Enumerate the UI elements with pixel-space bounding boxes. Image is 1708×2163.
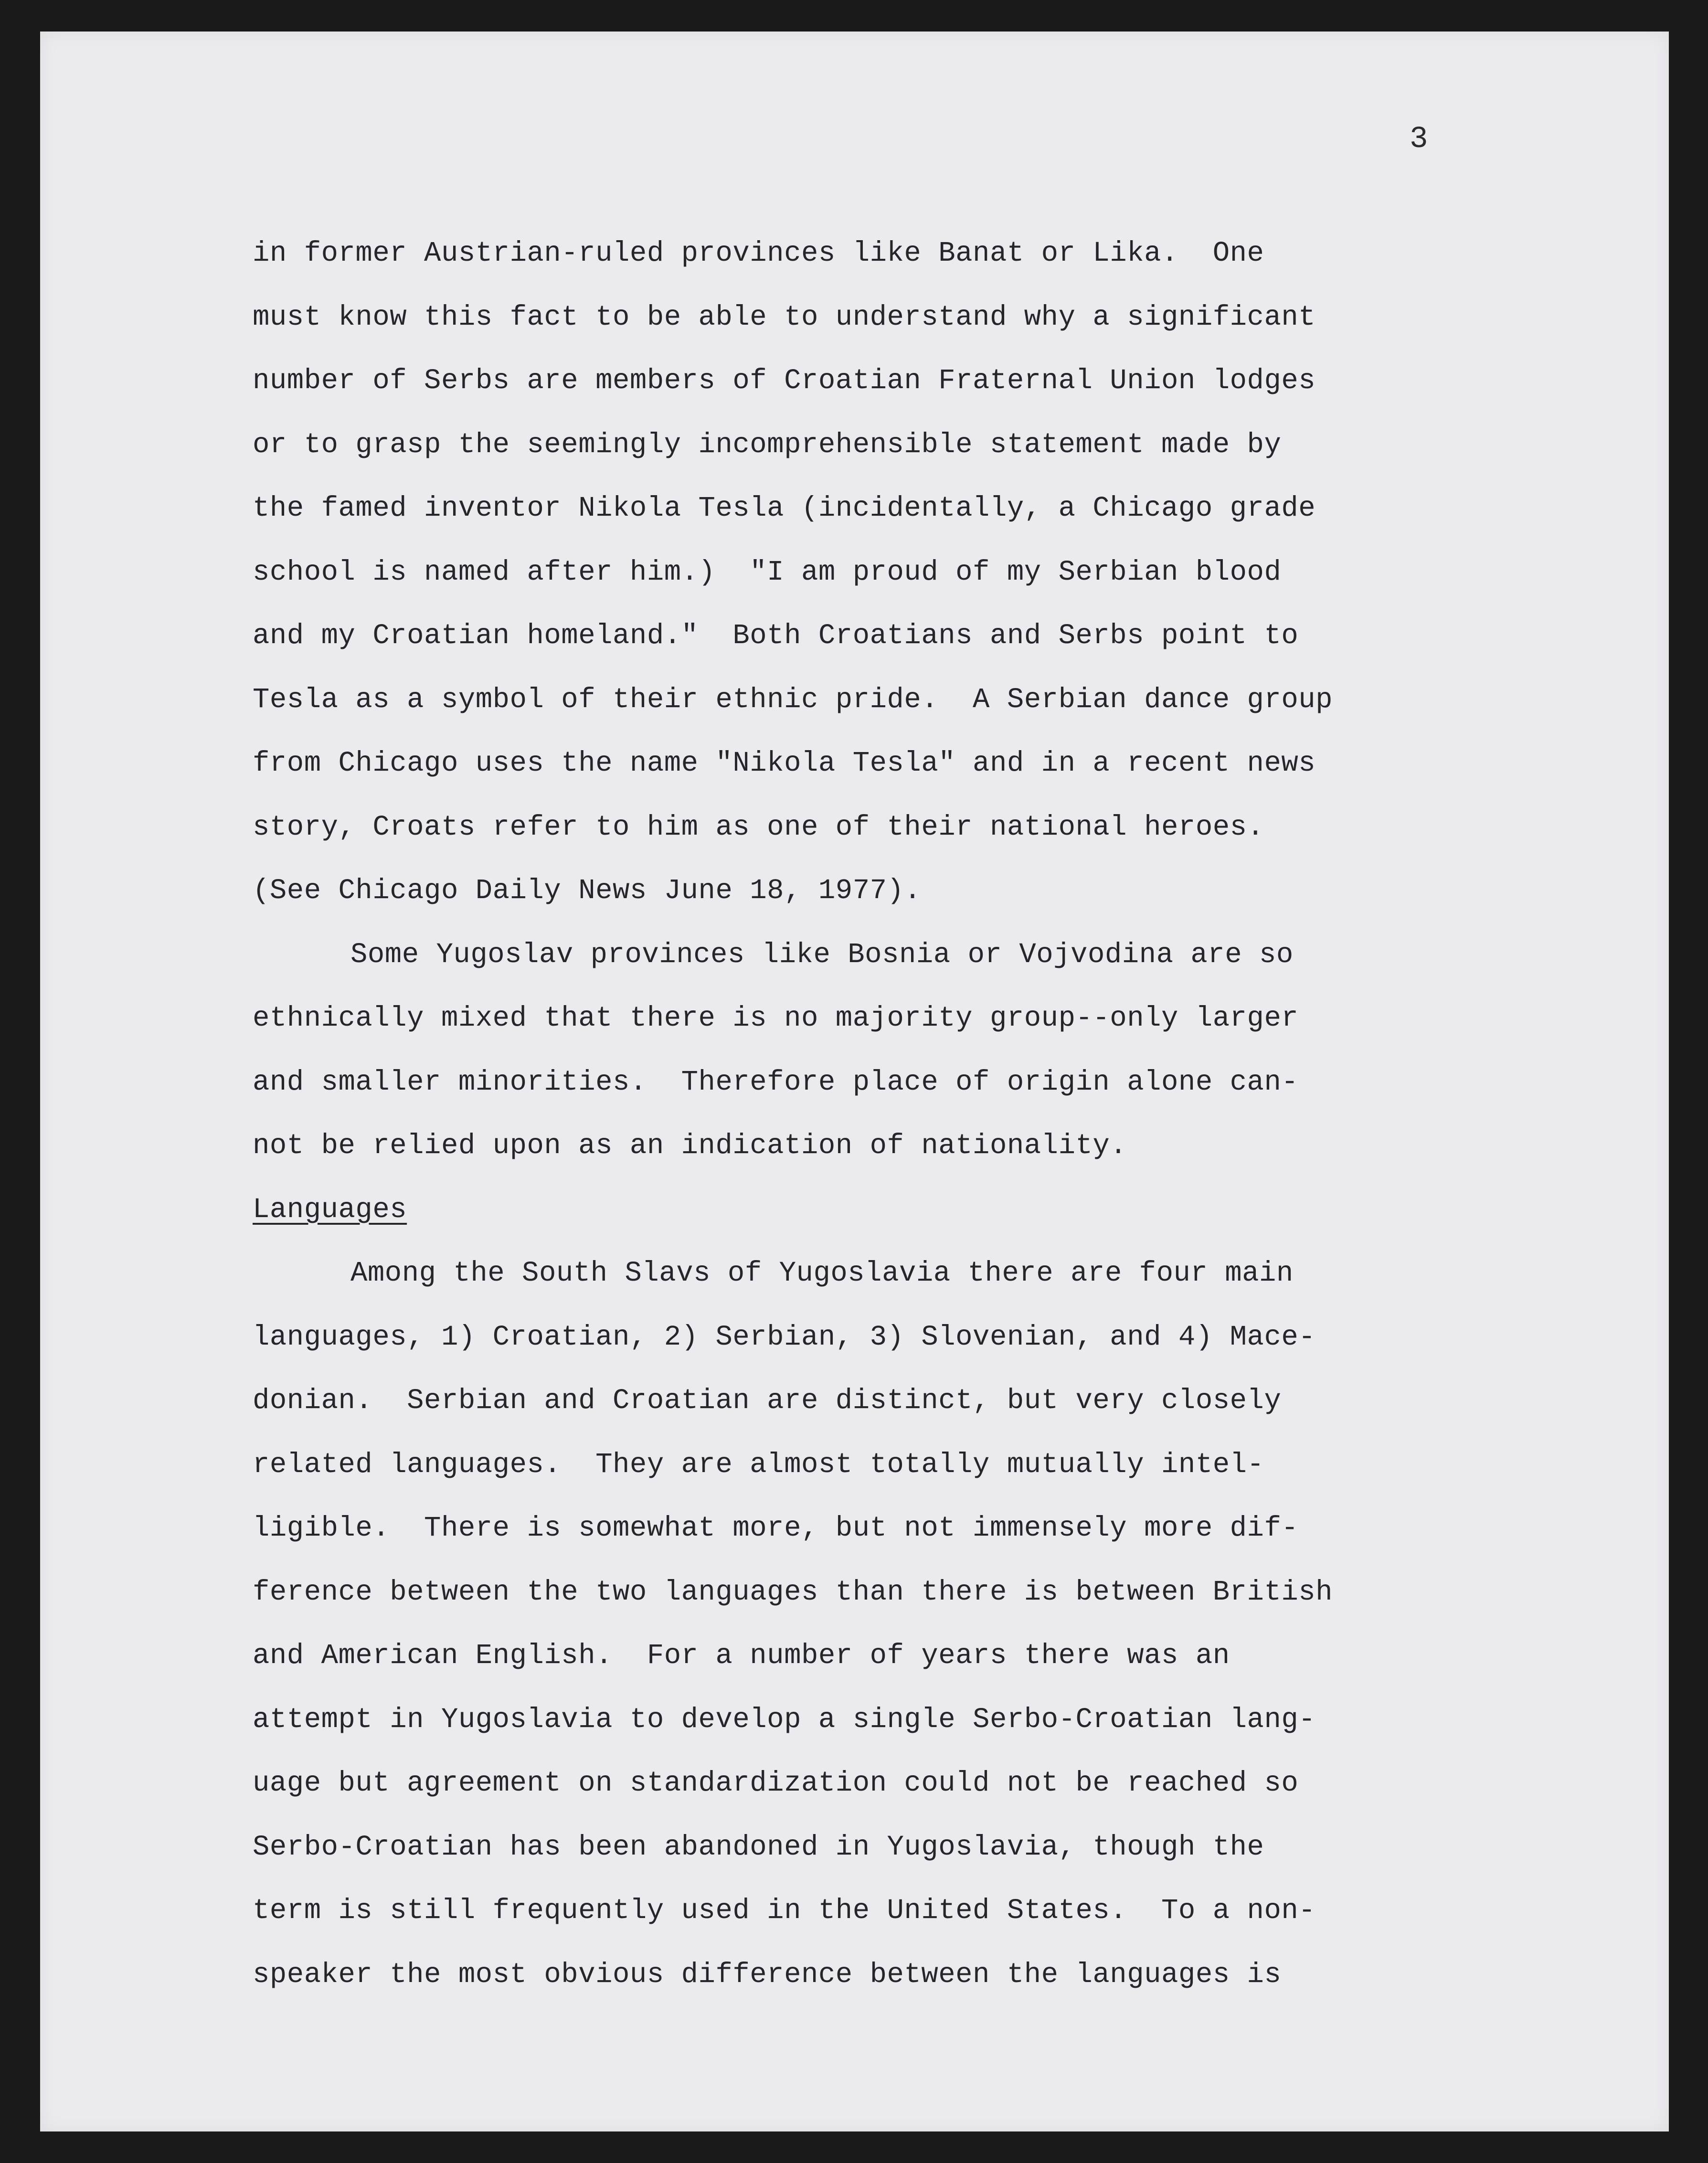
text-line: in former Austrian-ruled provinces like Banat or Lika. One [253, 237, 1264, 269]
text-line: from Chicago uses the name "Nikola Tesla" and in a recent news [253, 747, 1316, 779]
text-line: Some Yugoslav provinces like Bosnia or Vojvodina are so [350, 938, 1294, 971]
text-line: term is still frequently used in the United States. To a non- [253, 1895, 1316, 1927]
text-line: school is named after him.) "I am proud of my Serbian blood [253, 556, 1282, 588]
text-line: speaker the most obvious difference between the languages is [253, 1958, 1282, 1991]
text-line: languages, 1) Croatian, 2) Serbian, 3) Slovenian, and 4) Mace- [253, 1321, 1316, 1353]
text-line: related languages. They are almost totally mutually intel- [253, 1448, 1264, 1481]
text-line: (See Chicago Daily News June 18, 1977). [253, 875, 922, 907]
text-line: or to grasp the seemingly incomprehensible statement made by [253, 428, 1282, 461]
section-heading: Languages [253, 1193, 407, 1226]
text-line: Among the South Slavs of Yugoslavia there are four main [350, 1257, 1294, 1289]
text-line: Serbo-Croatian has been abandoned in Yugoslavia, though the [253, 1831, 1264, 1863]
text-line: and my Croatian homeland." Both Croatians and Serbs point to [253, 620, 1299, 652]
text-line: ference between the two languages than there is between British [253, 1576, 1333, 1608]
text-line: not be relied upon as an indication of nationality. [253, 1130, 1127, 1162]
text-line: must know this fact to be able to understand why a significant [253, 301, 1316, 333]
text-line: ligible. There is somewhat more, but not immensely more dif- [253, 1512, 1299, 1544]
page-number: 3 [1410, 122, 1428, 157]
text-line: Tesla as a symbol of their ethnic pride. A Serbian dance group [253, 683, 1333, 716]
typewritten-page [40, 32, 1669, 2131]
text-line: uage but agreement on standardization could not be reached so [253, 1767, 1299, 1799]
text-line: attempt in Yugoslavia to develop a single Serbo-Croatian lang- [253, 1703, 1316, 1736]
body-text [253, 222, 1551, 2006]
text-line: story, Croats refer to him as one of their national heroes. [253, 811, 1264, 843]
text-line: donian. Serbian and Croatian are distinct, but very closely [253, 1385, 1282, 1417]
text-line: number of Serbs are members of Croatian Fraternal Union lodges [253, 365, 1316, 397]
text-line: ethnically mixed that there is no majority group--only larger [253, 1002, 1299, 1034]
text-line: the famed inventor Nikola Tesla (incidentally, a Chicago grade [253, 492, 1316, 524]
text-line: and American English. For a number of years there was an [253, 1640, 1230, 1672]
section-heading-line [253, 1178, 1551, 1242]
text-line: and smaller minorities. Therefore place of origin alone can- [253, 1066, 1299, 1098]
